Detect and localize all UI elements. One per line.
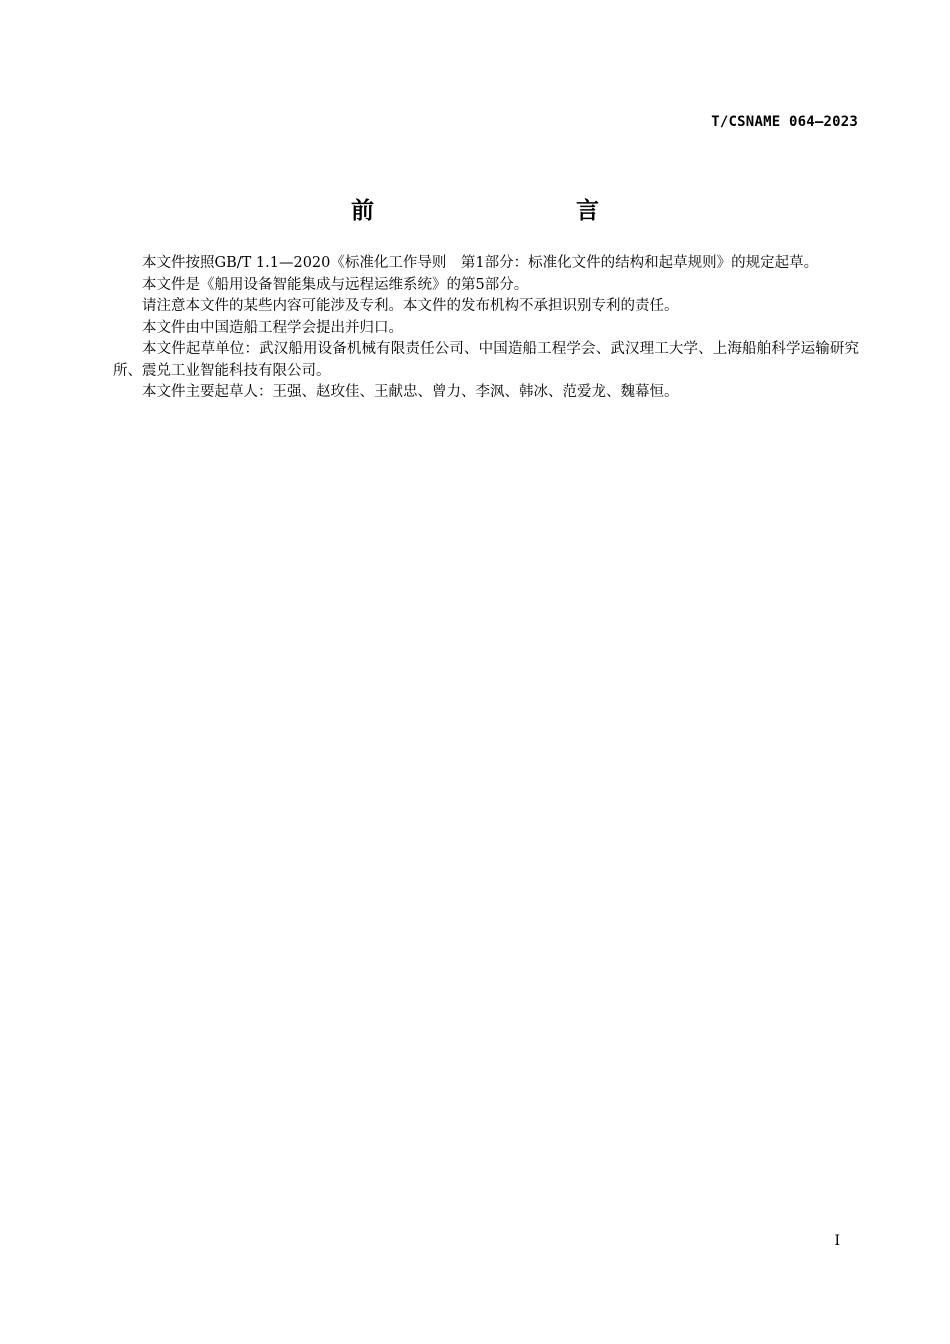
page-title: 前 言 (351, 198, 651, 224)
document-code: T/CSNAME 064—2023 (711, 114, 858, 130)
paragraph-drafting-units: 本文件起草单位：武汉船用设备机械有限责任公司、中国造船工程学会、武汉理工大学、上海船舶科学运输研究所、震兑工业智能科技有限公司。 (113, 341, 859, 379)
paragraph-proposer: 本文件由中国造船工程学会提出并归口。 (142, 319, 403, 336)
paragraph-patent-notice: 请注意本文件的某些内容可能涉及专利。本文件的发布机构不承担识别专利的责任。 (142, 298, 679, 314)
paragraph-drafting-rules: 本文件按照GB/T 1.1—2020《标准化工作导则 第1部分：标准化文件的结构和起草规则》的规定起草。 (142, 255, 819, 271)
page-number: I (834, 1233, 840, 1249)
paragraph-drafters: 本文件主要起草人：王强、赵玫佳、王献忠、曾力、李沨、韩冰、范爱龙、魏幕恒。 (142, 384, 679, 400)
foreword-body (113, 253, 859, 404)
paragraph-series-part: 本文件是《船用设备智能集成与远程运维系统》的第5部分。 (142, 276, 529, 293)
